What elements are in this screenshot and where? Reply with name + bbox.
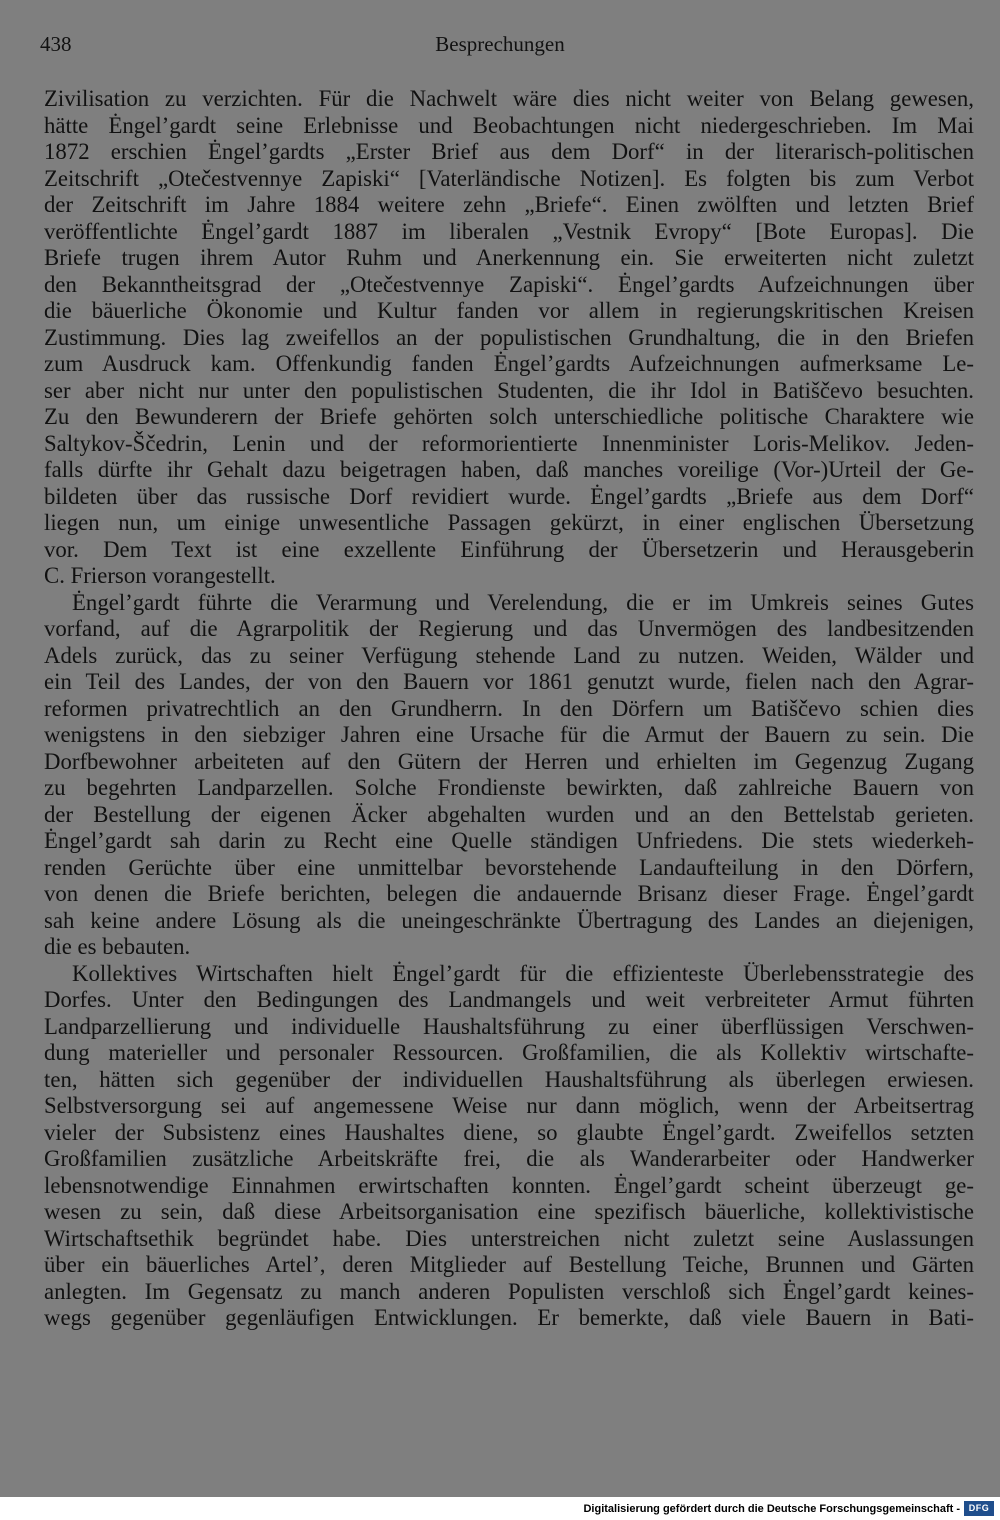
text-line: den Bekanntheitsgrad der „Otečestvennye Zapiski“. Ėngel’gardts Aufzeichnungen über	[44, 271, 974, 297]
text-line: vieler der Subsistenz eines Haushaltes diene, so glaubte Ėngel’gardt. Zweifellos setzten	[44, 1119, 974, 1145]
text-line: Briefe trugen ihrem Autor Ruhm und Anerkennung ein. Sie erweiterten nicht zuletzt	[44, 245, 974, 270]
funding-notice: Digitalisierung gefördert durch die Deutsche Forschungsgemeinschaft -	[583, 1503, 960, 1515]
text-line: Selbstversorgung sei auf angemessene Weise nur dann möglich, wenn der Arbeitsertrag	[44, 1093, 974, 1118]
text-line: Zeitschrift „Otečestvennye Zapiski“ [Vaterländische Notizen]. Es folgten bis zum Verbot	[44, 165, 974, 191]
text-line: Großfamilien zusätzliche Arbeitskräfte frei, die als Wanderarbeiter oder Handwerker	[44, 1146, 974, 1171]
text-line: Wirtschaftsethik begründet habe. Dies unterstreichen nicht zuletzt seine Auslassungen	[44, 1225, 974, 1251]
text-line: von denen die Briefe berichten, belegen die andauernde Brisanz dieser Frage. Ėngel’gardt	[44, 881, 974, 906]
paragraph-1	[44, 86, 974, 590]
text-line: 1872 erschien Ėngel’gardts „Erster Brief aus dem Dorf“ in der literarisch-politischen	[44, 139, 974, 164]
text-line: Zu den Bewunderern der Briefe gehörten solch unterschiedliche politische Charaktere wie	[44, 404, 974, 429]
text-line: die es bebauten.	[44, 934, 191, 959]
text-line: ser aber nicht nur unter den populistischen Studenten, die ihr Idol in Batiščevo besuchten.	[44, 377, 974, 403]
text-line: ein Teil des Landes, der von den Bauern vor 1861 genutzt wurde, fielen nach den Agrar-	[44, 669, 974, 694]
text-line: ten, hätten sich gegenüber der individuellen Haushaltsführung als überlegen erwiesen.	[44, 1066, 974, 1092]
text-line: bildeten über das russische Dorf revidiert wurde. Ėngel’gardts „Briefe aus dem Dorf“	[44, 483, 974, 509]
text-line: Zivilisation zu verzichten. Für die Nachwelt wäre dies nicht weiter von Belang gewesen,	[44, 86, 974, 111]
text-line: Kollektives Wirtschaften hielt Ėngel’gardt für die effizienteste Überlebensstrategie des	[72, 960, 974, 986]
text-line: zum Ausdruck kam. Offenkundig fanden Ėngel’gardts Aufzeichnungen aufmerksame Le-	[44, 351, 974, 376]
text-line: Dorfbewohner arbeiteten auf den Gütern der Herren und erhielten im Gegenzug Zugang	[44, 748, 974, 774]
text-line: der Zeitschrift im Jahre 1884 weitere zehn „Briefe“. Einen zwölften und letzten Brief	[44, 192, 974, 217]
paragraph-3	[44, 961, 974, 1332]
digitization-footer	[0, 1497, 1000, 1520]
text-line: lebensnotwendige Einnahmen erwirtschaften konnten. Ėngel’gardt scheint überzeugt ge-	[44, 1172, 974, 1198]
text-line: zu begehrten Landparzellen. Solche Frondienste bewirkten, daß zahlreiche Bauern von	[44, 775, 974, 800]
text-line: renden Gerüchte über eine unmittelbar bevorstehende Landaufteilung in den Dörfern,	[44, 854, 974, 880]
text-line: vor. Dem Text ist eine exzellente Einführung der Übersetzerin und Herausgeberin	[44, 536, 974, 562]
text-line: veröffentlichte Ėngel’gardt 1887 im liberalen „Vestnik Evropy“ [Bote Europas]. Die	[44, 218, 974, 244]
text-line: anlegten. Im Gegensatz zu manch anderen Populisten verschloß sich Ėngel’gardt keines-	[44, 1278, 974, 1304]
article-body	[44, 86, 974, 1332]
text-line: liegen nun, um einige unwesentliche Passagen gekürzt, in einer englischen Übersetzung	[44, 510, 974, 535]
text-line: hätte Ėngel’gardt seine Erlebnisse und Beobachtungen nicht niedergeschrieben. Im Mai	[44, 112, 974, 138]
text-line: reformen privatrechtlich an den Grundherrn. In den Dörfern um Batiščevo schien dies	[44, 695, 974, 721]
text-line: Ėngel’gardt führte die Verarmung und Verelendung, die er im Umkreis seines Gutes	[72, 589, 974, 615]
text-line: wesen zu sein, daß diese Arbeitsorganisation eine spezifisch bäuerliche, kollektivistische	[44, 1199, 974, 1224]
text-line: dung materieller und personaler Ressourcen. Großfamilien, die als Kollektiv wirtschafte-	[44, 1040, 974, 1065]
text-line: Ėngel’gardt sah darin zu Recht eine Quelle ständigen Unfriedens. Die stets wiederkeh-	[44, 828, 974, 853]
text-line: falls dürfte ihr Gehalt dazu beigetragen haben, daß manches voreilige (Vor-)Urteil der Ge-	[44, 457, 974, 482]
text-line: Dorfes. Unter den Bedingungen des Landmangels und weit verbreiteter Armut führten	[44, 987, 974, 1012]
page-number: 438	[40, 32, 72, 56]
text-line: wenigstens in den siebziger Jahren eine Ursache für die Armut der Bauern zu sein. Die	[44, 722, 974, 747]
text-line: wegs gegenüber gegenläufigen Entwicklungen. Er bemerkte, daß viele Bauern in Bati-	[44, 1305, 974, 1330]
paragraph-2	[44, 590, 974, 961]
text-line: sah keine andere Lösung als die uneingeschränkte Übertragung des Landes an diejenigen,	[44, 907, 974, 933]
dfg-logo: DFG	[964, 1501, 994, 1516]
text-line: Adels zurück, das zu seiner Verfügung stehende Land zu nutzen. Weiden, Wälder und	[44, 642, 974, 668]
text-line: vorfand, auf die Agrarpolitik der Regierung und das Unvermögen des landbesitzenden	[44, 616, 974, 641]
text-line: die bäuerliche Ökonomie und Kultur fanden vor allem in regierungskritischen Kreisen	[44, 298, 974, 323]
text-line: der Bestellung der eigenen Äcker abgehalten wurden und an den Bettelstab gerieten.	[44, 801, 974, 827]
text-line: Zustimmung. Dies lag zweifellos an der populistischen Grundhaltung, die in den Briefen	[44, 324, 974, 350]
text-line: C. Frierson vorangestellt.	[44, 563, 276, 588]
running-head: Besprechungen	[435, 32, 565, 56]
text-line: Landparzellierung und individuelle Haushaltsführung zu einer überflüssigen Verschwen-	[44, 1013, 974, 1039]
text-line: über ein bäuerliches Artel’, deren Mitglieder auf Bestellung Teiche, Brunnen und Gärten	[44, 1252, 974, 1277]
text-line: Saltykov-Ščedrin, Lenin und der reformorientierte Innenminister Loris-Melikov. Jeden-	[44, 430, 974, 456]
